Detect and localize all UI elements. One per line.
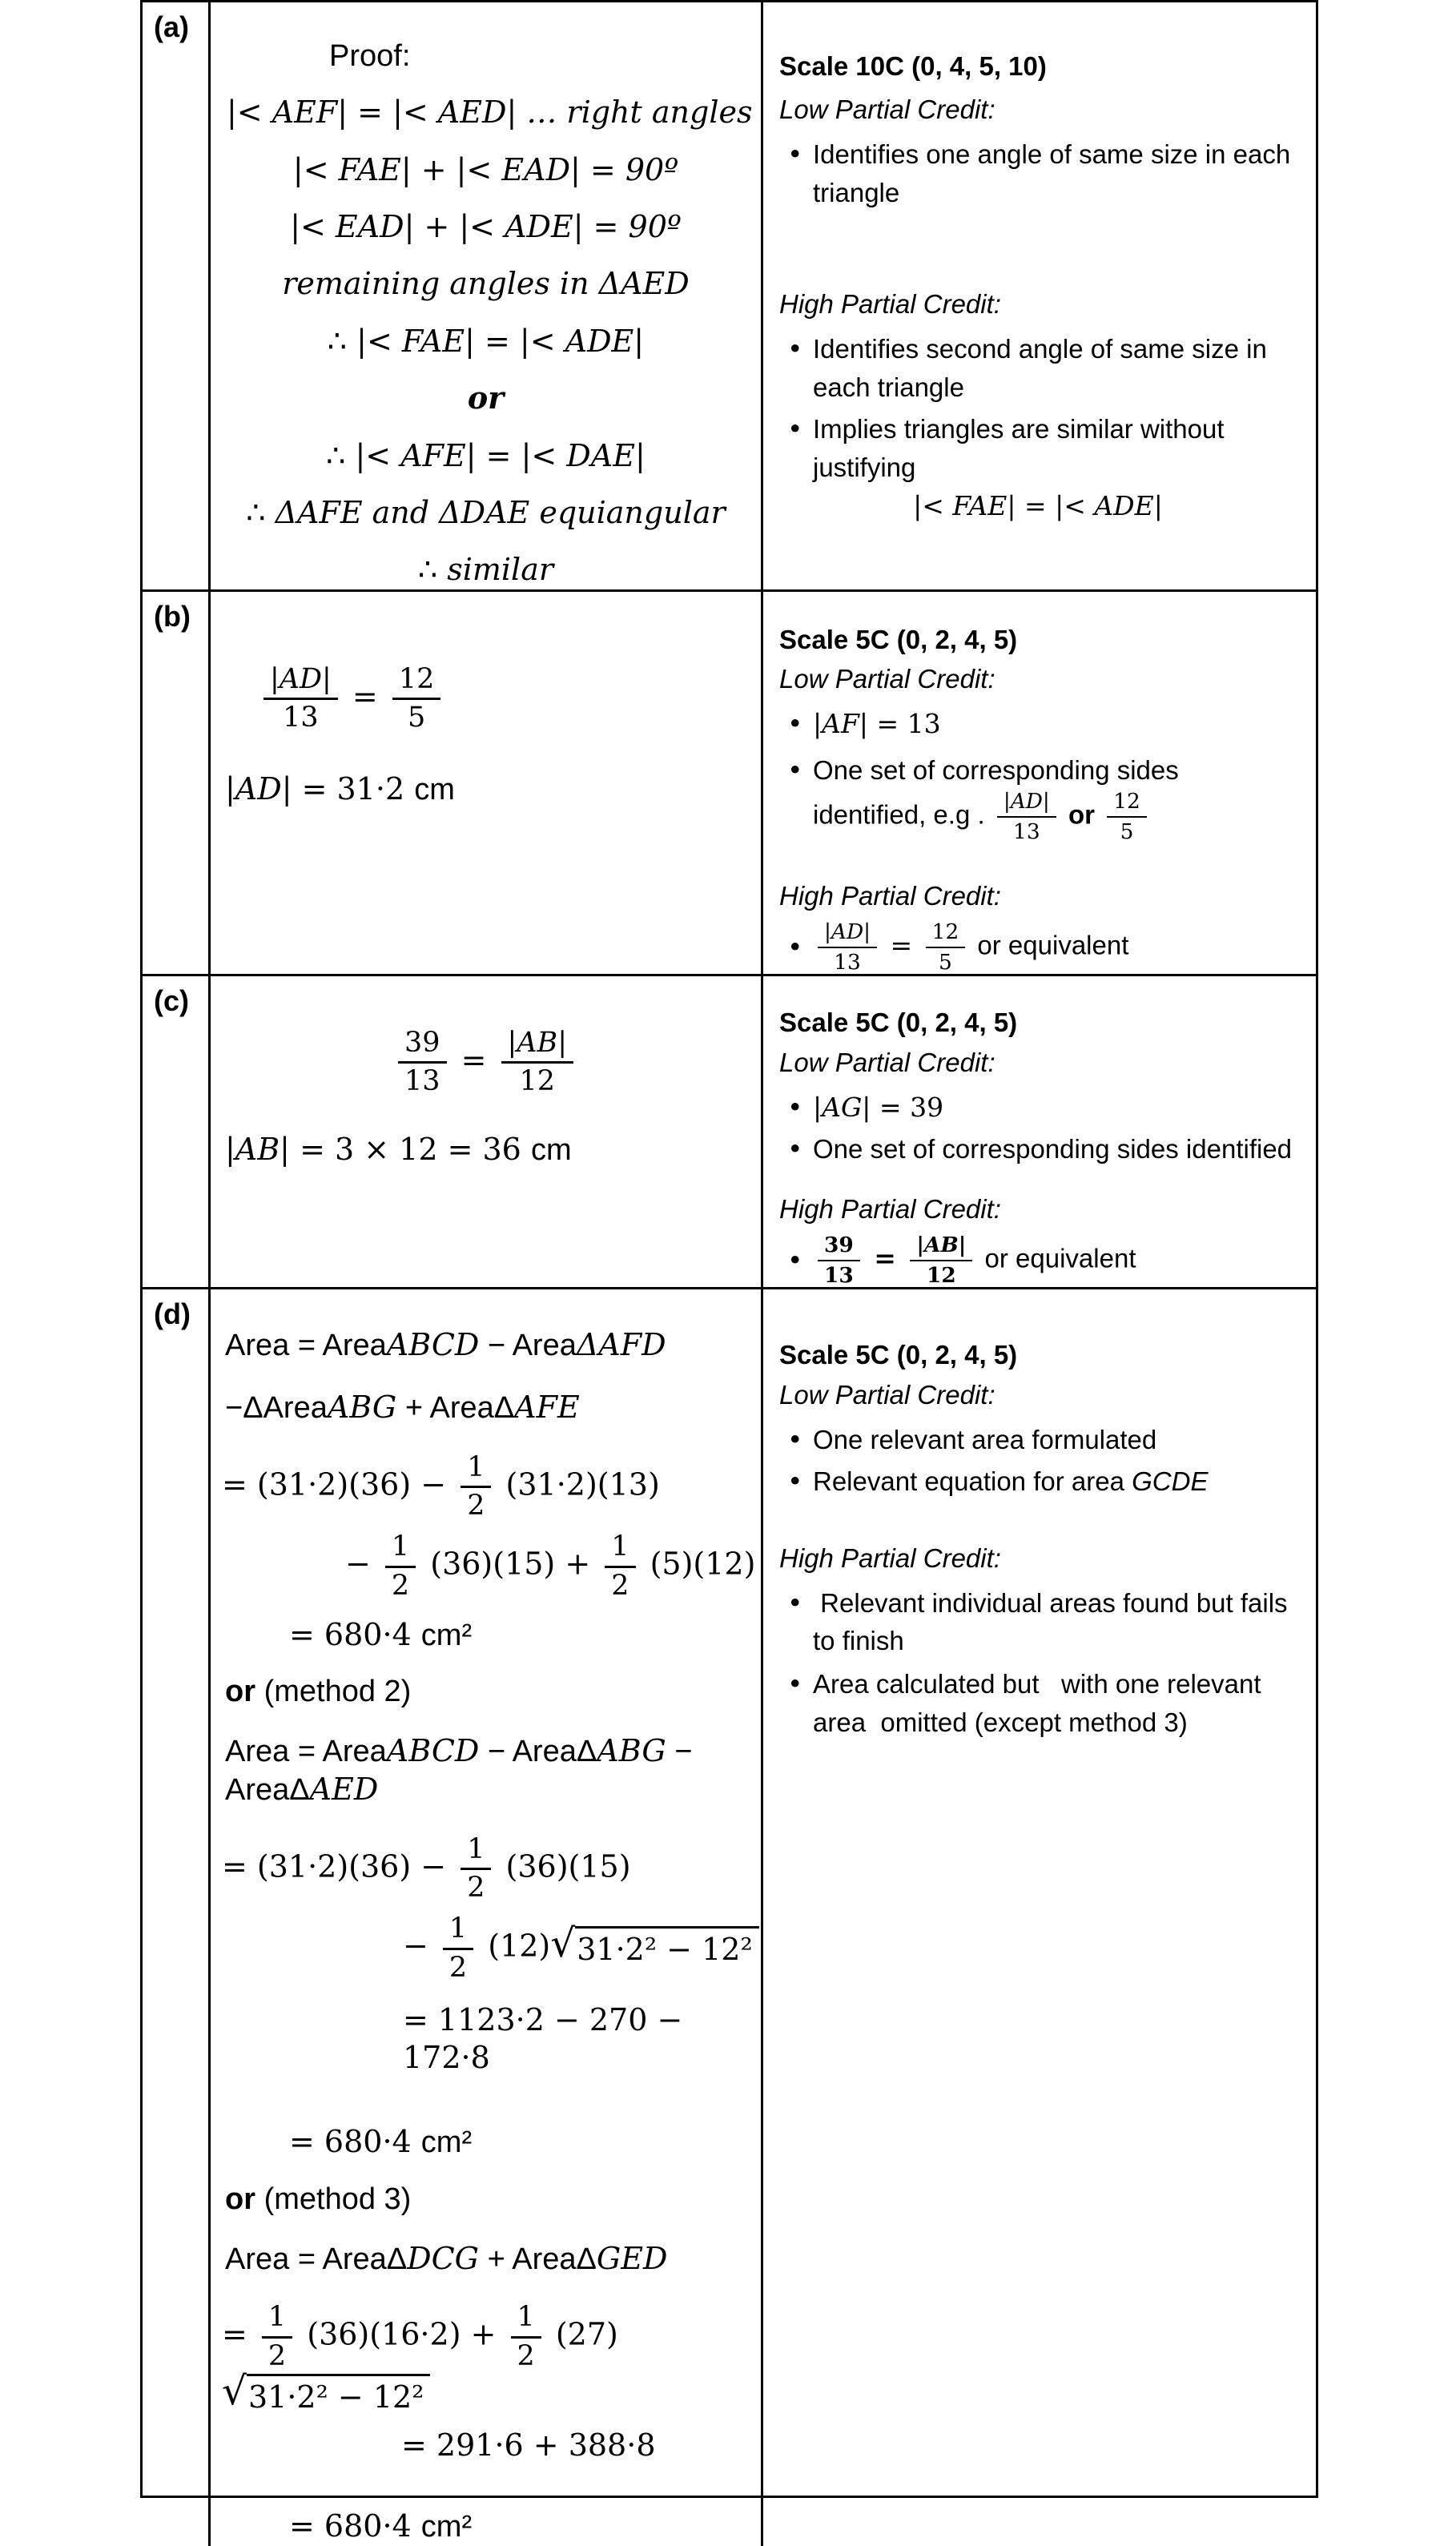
bullet-icon: • (787, 754, 803, 786)
text-segment: = 13 (867, 708, 941, 740)
content-line (211, 551, 761, 589)
text-segment: (method 3) (263, 2182, 412, 2216)
bullet-item (779, 1421, 1297, 1459)
text-segment: or equivalent (977, 1243, 1136, 1273)
text-segment: |< AEF| = |< AED| … right angles (227, 95, 753, 131)
content-line (211, 2302, 761, 2415)
row-label-b: (b) (143, 592, 211, 974)
fraction: $\frac{1}{2}$ (461, 1452, 491, 1522)
fraction: $\frac{|AD|}{13}$ (997, 790, 1056, 843)
text-segment: −ΔArea (225, 1390, 328, 1425)
bullet-icon: • (787, 138, 803, 170)
table-row-d (143, 1289, 1316, 2545)
bullet-item (779, 1665, 1297, 1742)
text-segment: |< FAE| = |< ADE| (913, 489, 1163, 521)
content-line (211, 437, 761, 475)
text-segment: (5)(12) (640, 1547, 756, 1583)
text-segment: = 680·4 (289, 2508, 421, 2544)
text-segment: AED (309, 1771, 379, 1807)
bullet-item (779, 330, 1297, 407)
text-segment: = (342, 678, 388, 714)
marking-scheme-table (140, 0, 1318, 2544)
content-line (211, 38, 761, 74)
table-row-a (143, 2, 1316, 592)
text-segment: ∴ ΔAFE and ΔDAE equiangular (246, 494, 726, 530)
bullet-icon: • (787, 412, 803, 444)
text-segment: |AB| (225, 1132, 290, 1168)
content-line (211, 2181, 761, 2218)
text-segment: AFE (514, 1389, 580, 1425)
bullet-text (813, 751, 1297, 843)
content-line (211, 380, 761, 417)
text-segment: − AreaΔ (479, 1735, 597, 1769)
text-segment: Low Partial Credit: (779, 1380, 995, 1410)
text-segment: High Partial Credit: (779, 1542, 1001, 1573)
content-line (211, 770, 761, 808)
text-segment: or (1060, 799, 1103, 830)
text-segment: (method 2) (263, 1675, 412, 1709)
text-segment: cm (414, 772, 455, 806)
bullet-text (813, 1130, 1297, 1168)
radicand: 31·2² − 12² (575, 1926, 758, 1968)
text-segment: Proof: (329, 39, 411, 73)
bullet-text (813, 135, 1297, 212)
text-segment: = 680·4 (289, 1616, 421, 1652)
text-segment: or equivalent (970, 930, 1129, 960)
solution-cell-c (211, 976, 763, 1287)
solution-cell-d (211, 1289, 763, 2545)
text-segment: + AreaΔ (479, 2242, 597, 2277)
square-root (222, 2368, 430, 2415)
text-segment: Relevant equation for area (813, 1466, 1132, 1496)
text-segment: ABG (327, 1389, 397, 1425)
content-line (211, 1452, 761, 1522)
text-segment: Area calculated but with one relevant area omitted (except method 3) (813, 1669, 1269, 1738)
text-segment: (27) (545, 2317, 618, 2353)
bullet-item (779, 920, 1297, 974)
fraction: $\frac{12}{5}$ (926, 920, 966, 974)
text-segment: = (31·2)(36) − (222, 1848, 457, 1884)
text-segment: GED (596, 2241, 668, 2277)
content-line (779, 285, 1297, 324)
text-segment: = (882, 929, 921, 961)
fraction: $\frac{1}{2}$ (511, 2302, 541, 2371)
text-segment: ∴ |< FAE| = |< ADE| (327, 323, 645, 359)
content-line (211, 1326, 761, 1364)
text-segment: (12) (478, 1929, 551, 1965)
content-line (211, 2123, 761, 2161)
content-line (211, 2240, 761, 2278)
bullet-text (813, 1665, 1297, 1742)
text-segment: cm² (420, 1618, 473, 1652)
text-segment: or (467, 380, 505, 416)
text-segment: Low Partial Credit: (779, 1047, 995, 1077)
text-segment: ABG (597, 1733, 666, 1769)
text-segment: One set of corresponding sides identified (813, 1133, 1293, 1164)
text-segment: (36)(15) (496, 1848, 631, 1884)
bullet-item (779, 1462, 1297, 1501)
content-line (779, 1190, 1297, 1229)
text-segment: = (222, 2317, 257, 2353)
text-segment: − (403, 1929, 438, 1965)
square-root (550, 1921, 758, 1968)
content-line (211, 664, 761, 734)
fraction: $\frac{|AD|}{13}$ (263, 664, 338, 734)
text-segment: + AreaΔ (396, 1390, 515, 1425)
text-segment: One set of corresponding sides identified, e.g . (813, 755, 1186, 830)
text-segment: Scale 5C (0, 2, 4, 5) (779, 624, 1018, 654)
text-segment: or (225, 2182, 264, 2216)
fraction: $\frac{|AD|}{13}$ (818, 920, 877, 974)
text-segment: = 31·2 (292, 770, 415, 806)
text-segment: cm (530, 1133, 572, 1168)
text-segment: |AG| (813, 1091, 871, 1123)
text-segment: ∴ similar (417, 552, 554, 588)
bullet-text (813, 330, 1297, 407)
radical-icon: √ (222, 2368, 247, 2414)
text-segment: Low Partial Credit: (779, 664, 995, 694)
content-line (779, 877, 1297, 915)
content-line (211, 151, 761, 189)
bullet-item (779, 1130, 1297, 1168)
text-segment: |AD| (225, 770, 292, 806)
bullet-icon: • (787, 931, 803, 963)
fraction: $\frac{1}{2}$ (443, 1913, 473, 1983)
text-segment: |AF| (813, 708, 868, 740)
text-segment: Scale 10C (0, 4, 5, 10) (779, 51, 1047, 81)
bullet-item (779, 705, 1297, 743)
text-segment: ABCD (386, 1733, 480, 1769)
marking-cell-b (763, 592, 1316, 974)
bullet-item (779, 1584, 1297, 1661)
content-line (211, 1531, 761, 1601)
bullet-item (779, 135, 1297, 212)
content-line (779, 1004, 1297, 1042)
marking-cell-d (763, 1289, 1316, 2545)
text-segment: = 1123·2 − 270 − 172·8 (403, 2001, 683, 2076)
text-segment: − AreaΔ (225, 1735, 693, 1807)
text-segment: = 291·6 + 388·8 (401, 2427, 656, 2464)
text-segment: Scale 5C (0, 2, 4, 5) (779, 1008, 1018, 1038)
bullet-item (779, 751, 1297, 843)
bullet-item (779, 410, 1297, 487)
text-segment: ∴ |< AFE| = |< DAE| (326, 437, 646, 473)
bullet-icon: • (787, 1132, 803, 1164)
text-segment: cm² (420, 2126, 473, 2160)
row-label-c: (c) (143, 976, 211, 1287)
text-segment: cm² (420, 2510, 473, 2544)
content-line (211, 94, 761, 131)
text-segment: Area = AreaΔ (225, 2242, 408, 2277)
text-segment: Area = Area (225, 1329, 387, 1363)
content-line (779, 487, 1297, 525)
text-segment: High Partial Credit: (779, 1194, 1001, 1225)
table-row-c (143, 976, 1316, 1289)
content-line (211, 1732, 761, 1808)
content-line (211, 323, 761, 360)
text-segment: |< FAE| + |< EAD| = 90º (292, 151, 679, 187)
radical-icon: √ (550, 1921, 576, 1967)
text-segment: GCDE (1132, 1466, 1209, 1496)
content-line (211, 494, 761, 532)
bullet-icon: • (787, 1091, 803, 1123)
text-segment: = 680·4 (289, 2124, 421, 2160)
text-segment: − (345, 1547, 380, 1583)
text-segment: High Partial Credit: (779, 881, 1001, 911)
text-segment: Identifies one angle of same size in each triangle (813, 139, 1298, 207)
table-row-b (143, 592, 1316, 976)
bullet-text (813, 705, 1297, 743)
bullet-item (779, 1233, 1297, 1287)
content-line (211, 1673, 761, 1710)
bullet-item (779, 1088, 1297, 1127)
text-segment: Low Partial Credit: (779, 94, 995, 124)
fraction: $\frac{1}{2}$ (262, 2302, 292, 2371)
content-line (211, 2508, 761, 2545)
text-segment: or (225, 1675, 264, 1709)
text-segment: High Partial Credit: (779, 289, 1001, 320)
bullet-text (813, 1233, 1297, 1287)
solution-cell-b (211, 592, 763, 974)
bullet-icon: • (787, 1244, 803, 1276)
content-line (779, 1336, 1297, 1374)
radicand: 31·2² − 12² (247, 2374, 430, 2415)
text-segment: − Area (479, 1329, 577, 1363)
bullet-text (813, 1088, 1297, 1127)
content-line (211, 1834, 761, 1904)
content-line (211, 1028, 761, 1097)
text-segment: DCG (407, 2241, 480, 2277)
bullet-text (813, 1584, 1297, 1661)
text-segment: = 3 × 12 = 36 (289, 1132, 531, 1168)
content-line (779, 1044, 1297, 1082)
content-line (779, 90, 1297, 129)
text-segment: One relevant area formulated (813, 1425, 1157, 1455)
bullet-icon: • (787, 1424, 803, 1456)
content-line (779, 47, 1297, 86)
fraction: $\frac{1}{2}$ (605, 1531, 635, 1601)
fraction: $\frac{|AB|}{12}$ (910, 1233, 972, 1287)
text-segment: = (31·2)(36) − (222, 1466, 457, 1502)
bullet-icon: • (787, 333, 803, 365)
bullet-text (813, 1462, 1297, 1501)
content-line (211, 2427, 761, 2464)
content-line (779, 660, 1297, 698)
bullet-icon: • (787, 1587, 803, 1619)
fraction: $\frac{39}{13}$ (818, 1233, 860, 1287)
solution-cell-a (211, 2, 763, 589)
text-segment: Area = Area (225, 1735, 387, 1769)
text-segment: |< EAD| + |< ADE| = 90º (290, 209, 682, 245)
fraction: $\frac{1}{2}$ (461, 1834, 491, 1904)
text-segment: ABCD (386, 1327, 480, 1363)
fraction: $\frac{39}{13}$ (398, 1028, 446, 1097)
content-line (211, 208, 761, 246)
bullet-text (813, 920, 1297, 974)
text-segment: = (864, 1242, 906, 1274)
text-segment: Identifies second angle of same size in each triangle (813, 334, 1275, 403)
fraction: $\frac{12}{5}$ (392, 664, 440, 734)
content-line (211, 2001, 761, 2077)
text-segment: Relevant individual areas found but fails to finish (813, 1587, 1295, 1656)
content-line (779, 1376, 1297, 1414)
text-segment: = (451, 1042, 497, 1078)
fraction: $\frac{|AB|}{12}$ (501, 1028, 573, 1097)
text-segment: (31·2)(13) (496, 1466, 660, 1502)
content-line (211, 1616, 761, 1654)
text-segment: Scale 5C (0, 2, 4, 5) (779, 1340, 1018, 1370)
text-segment: (36)(15) + (420, 1547, 601, 1583)
content-line (779, 621, 1297, 659)
bullet-icon: • (787, 708, 803, 740)
text-segment: (36)(16·2) + (297, 2317, 506, 2353)
content-line (211, 1389, 761, 1426)
content-line (211, 1913, 761, 1983)
text-segment: remaining angles in ΔAED (282, 266, 690, 302)
row-label-d: (d) (143, 1289, 211, 2545)
content-line (211, 265, 761, 303)
text-segment: Implies triangles are similar without justifying (813, 413, 1232, 482)
fraction: $\frac{1}{2}$ (385, 1531, 416, 1601)
row-label-a: (a) (143, 2, 211, 589)
bullet-icon: • (787, 1668, 803, 1700)
content-line (211, 1131, 761, 1168)
fraction: $\frac{12}{5}$ (1107, 790, 1147, 843)
text-segment: = 39 (871, 1091, 944, 1123)
content-line (779, 1539, 1297, 1578)
bullet-text (813, 1421, 1297, 1459)
marking-cell-c (763, 976, 1316, 1287)
bullet-text (813, 410, 1297, 487)
bullet-icon: • (787, 1465, 803, 1497)
marking-cell-a (763, 2, 1316, 589)
text-segment: ΔAFD (576, 1327, 666, 1363)
